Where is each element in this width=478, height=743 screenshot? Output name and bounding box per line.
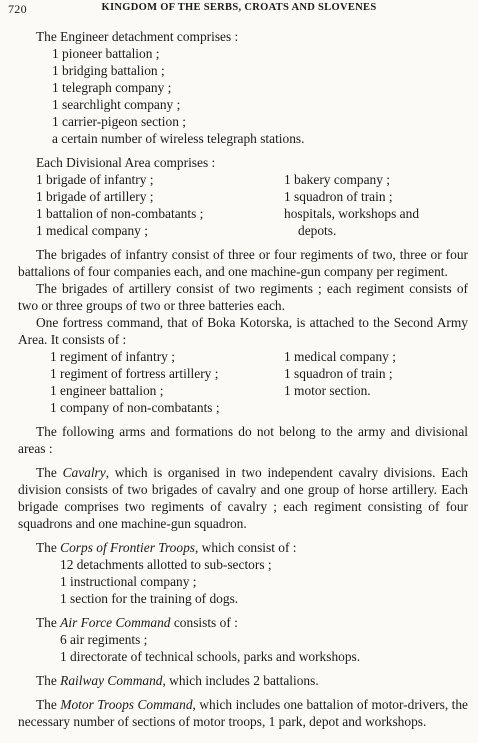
paragraph-cavalry bbox=[18, 464, 468, 532]
page-body bbox=[18, 28, 468, 730]
paragraph-infantry: The brigades of infantry consist of three or four regiments of two, three or four battalions of four companies each, and one machine-gun company per regiment. bbox=[18, 247, 468, 279]
text-fragment: The bbox=[36, 465, 63, 480]
list-item: 12 detachments allotted to sub-sectors ; bbox=[60, 557, 272, 572]
divisional-intro: Each Divisional Area comprises : bbox=[36, 155, 216, 170]
list-item: 1 company of non-combatants ; bbox=[50, 400, 220, 415]
list-item: 6 air regiments ; bbox=[60, 632, 148, 647]
page-number: 720 bbox=[8, 2, 27, 16]
fortress-left-list bbox=[18, 348, 284, 416]
list-item: 1 medical company ; bbox=[284, 349, 396, 364]
list-item: 1 medical company ; bbox=[36, 223, 148, 238]
engineer-intro: The Engineer detachment comprises : bbox=[36, 29, 239, 44]
list-item: 1 bakery company ; bbox=[284, 172, 390, 187]
engineer-list bbox=[18, 45, 468, 147]
list-item: 1 searchlight company ; bbox=[52, 97, 181, 112]
unit-name: Cavalry bbox=[62, 465, 106, 480]
list-item: 1 motor section. bbox=[284, 383, 371, 398]
list-item: a certain number of wireless telegraph stations. bbox=[52, 131, 305, 146]
list-item: 1 brigade of artillery ; bbox=[36, 189, 154, 204]
list-item: 1 regiment of fortress artillery ; bbox=[50, 366, 219, 381]
list-item: 1 brigade of infantry ; bbox=[36, 172, 154, 187]
unit-name: Corps of Frontier Troops bbox=[60, 540, 195, 555]
fortress-columns bbox=[18, 348, 468, 416]
unit-name: Railway Command bbox=[60, 673, 163, 688]
paragraph-airforce bbox=[18, 614, 468, 631]
text-fragment: , which includes one battalion of motor-drivers, the necessary number of sections of motor troops, 1 park, depot and workshops. bbox=[18, 697, 469, 729]
paragraph-fortress: One fortress command, that of Boka Kotorska, is attached to the Second Army Area. It consists of : bbox=[18, 315, 468, 347]
text-fragment: The bbox=[36, 673, 61, 688]
list-item: 1 squadron of train ; bbox=[284, 189, 393, 204]
paragraph-artillery: The brigades of artillery consist of two regiments ; each regiment consists of two or three groups of two or three batteries each. bbox=[18, 281, 468, 313]
list-item: hospitals, workshops and bbox=[284, 206, 420, 221]
paragraph-following: The following arms and formations do not belong to the army and divisional areas : bbox=[18, 424, 468, 456]
divisional-right-list bbox=[284, 171, 419, 239]
list-item: 1 battalion of non-combatants ; bbox=[36, 206, 204, 221]
running-title: KINGDOM OF THE SERBS, CROATS AND SLOVENES bbox=[101, 2, 377, 13]
paragraph-railway bbox=[18, 672, 468, 689]
text-fragment: The bbox=[36, 540, 61, 555]
list-item: 1 section for the training of dogs. bbox=[60, 591, 239, 606]
text-fragment: , which includes 2 battalions. bbox=[162, 673, 319, 688]
airforce-list bbox=[18, 631, 468, 665]
list-item: 1 squadron of train ; bbox=[284, 366, 393, 381]
unit-name: Motor Troops Command bbox=[60, 697, 193, 712]
list-item: 1 instructional company ; bbox=[60, 574, 197, 589]
text-fragment: The bbox=[36, 697, 61, 712]
text-fragment: , which is organised in two independent cavalry divisions. Each division consists of two brigades of cavalry and one group of horse artillery. Each brigade comprises two regiments of cavalry ; each regiment consisting of four squadrons and one machine-gun squadron. bbox=[18, 465, 468, 531]
list-item: 1 pioneer battalion ; bbox=[52, 46, 160, 61]
list-item: 1 engineer battalion ; bbox=[50, 383, 164, 398]
list-item: 1 carrier-pigeon section ; bbox=[52, 114, 186, 129]
list-item: 1 directorate of technical schools, parks and workshops. bbox=[60, 649, 361, 664]
text-fragment: The bbox=[36, 615, 61, 630]
divisional-columns bbox=[18, 171, 468, 239]
text-fragment: , which consist of : bbox=[194, 540, 297, 555]
divisional-left-list bbox=[18, 171, 284, 239]
list-item: 1 bridging battalion ; bbox=[52, 63, 165, 78]
list-item: depots. bbox=[298, 223, 337, 238]
frontier-list bbox=[18, 556, 468, 607]
list-item: 1 regiment of infantry ; bbox=[50, 349, 175, 364]
paragraph-frontier bbox=[18, 539, 468, 556]
running-header bbox=[8, 2, 470, 20]
paragraph-motor bbox=[18, 696, 468, 730]
fortress-right-list bbox=[284, 348, 396, 416]
text-fragment: consists of : bbox=[170, 615, 238, 630]
list-item: 1 telegraph company ; bbox=[52, 80, 172, 95]
unit-name: Air Force Command bbox=[60, 615, 171, 630]
